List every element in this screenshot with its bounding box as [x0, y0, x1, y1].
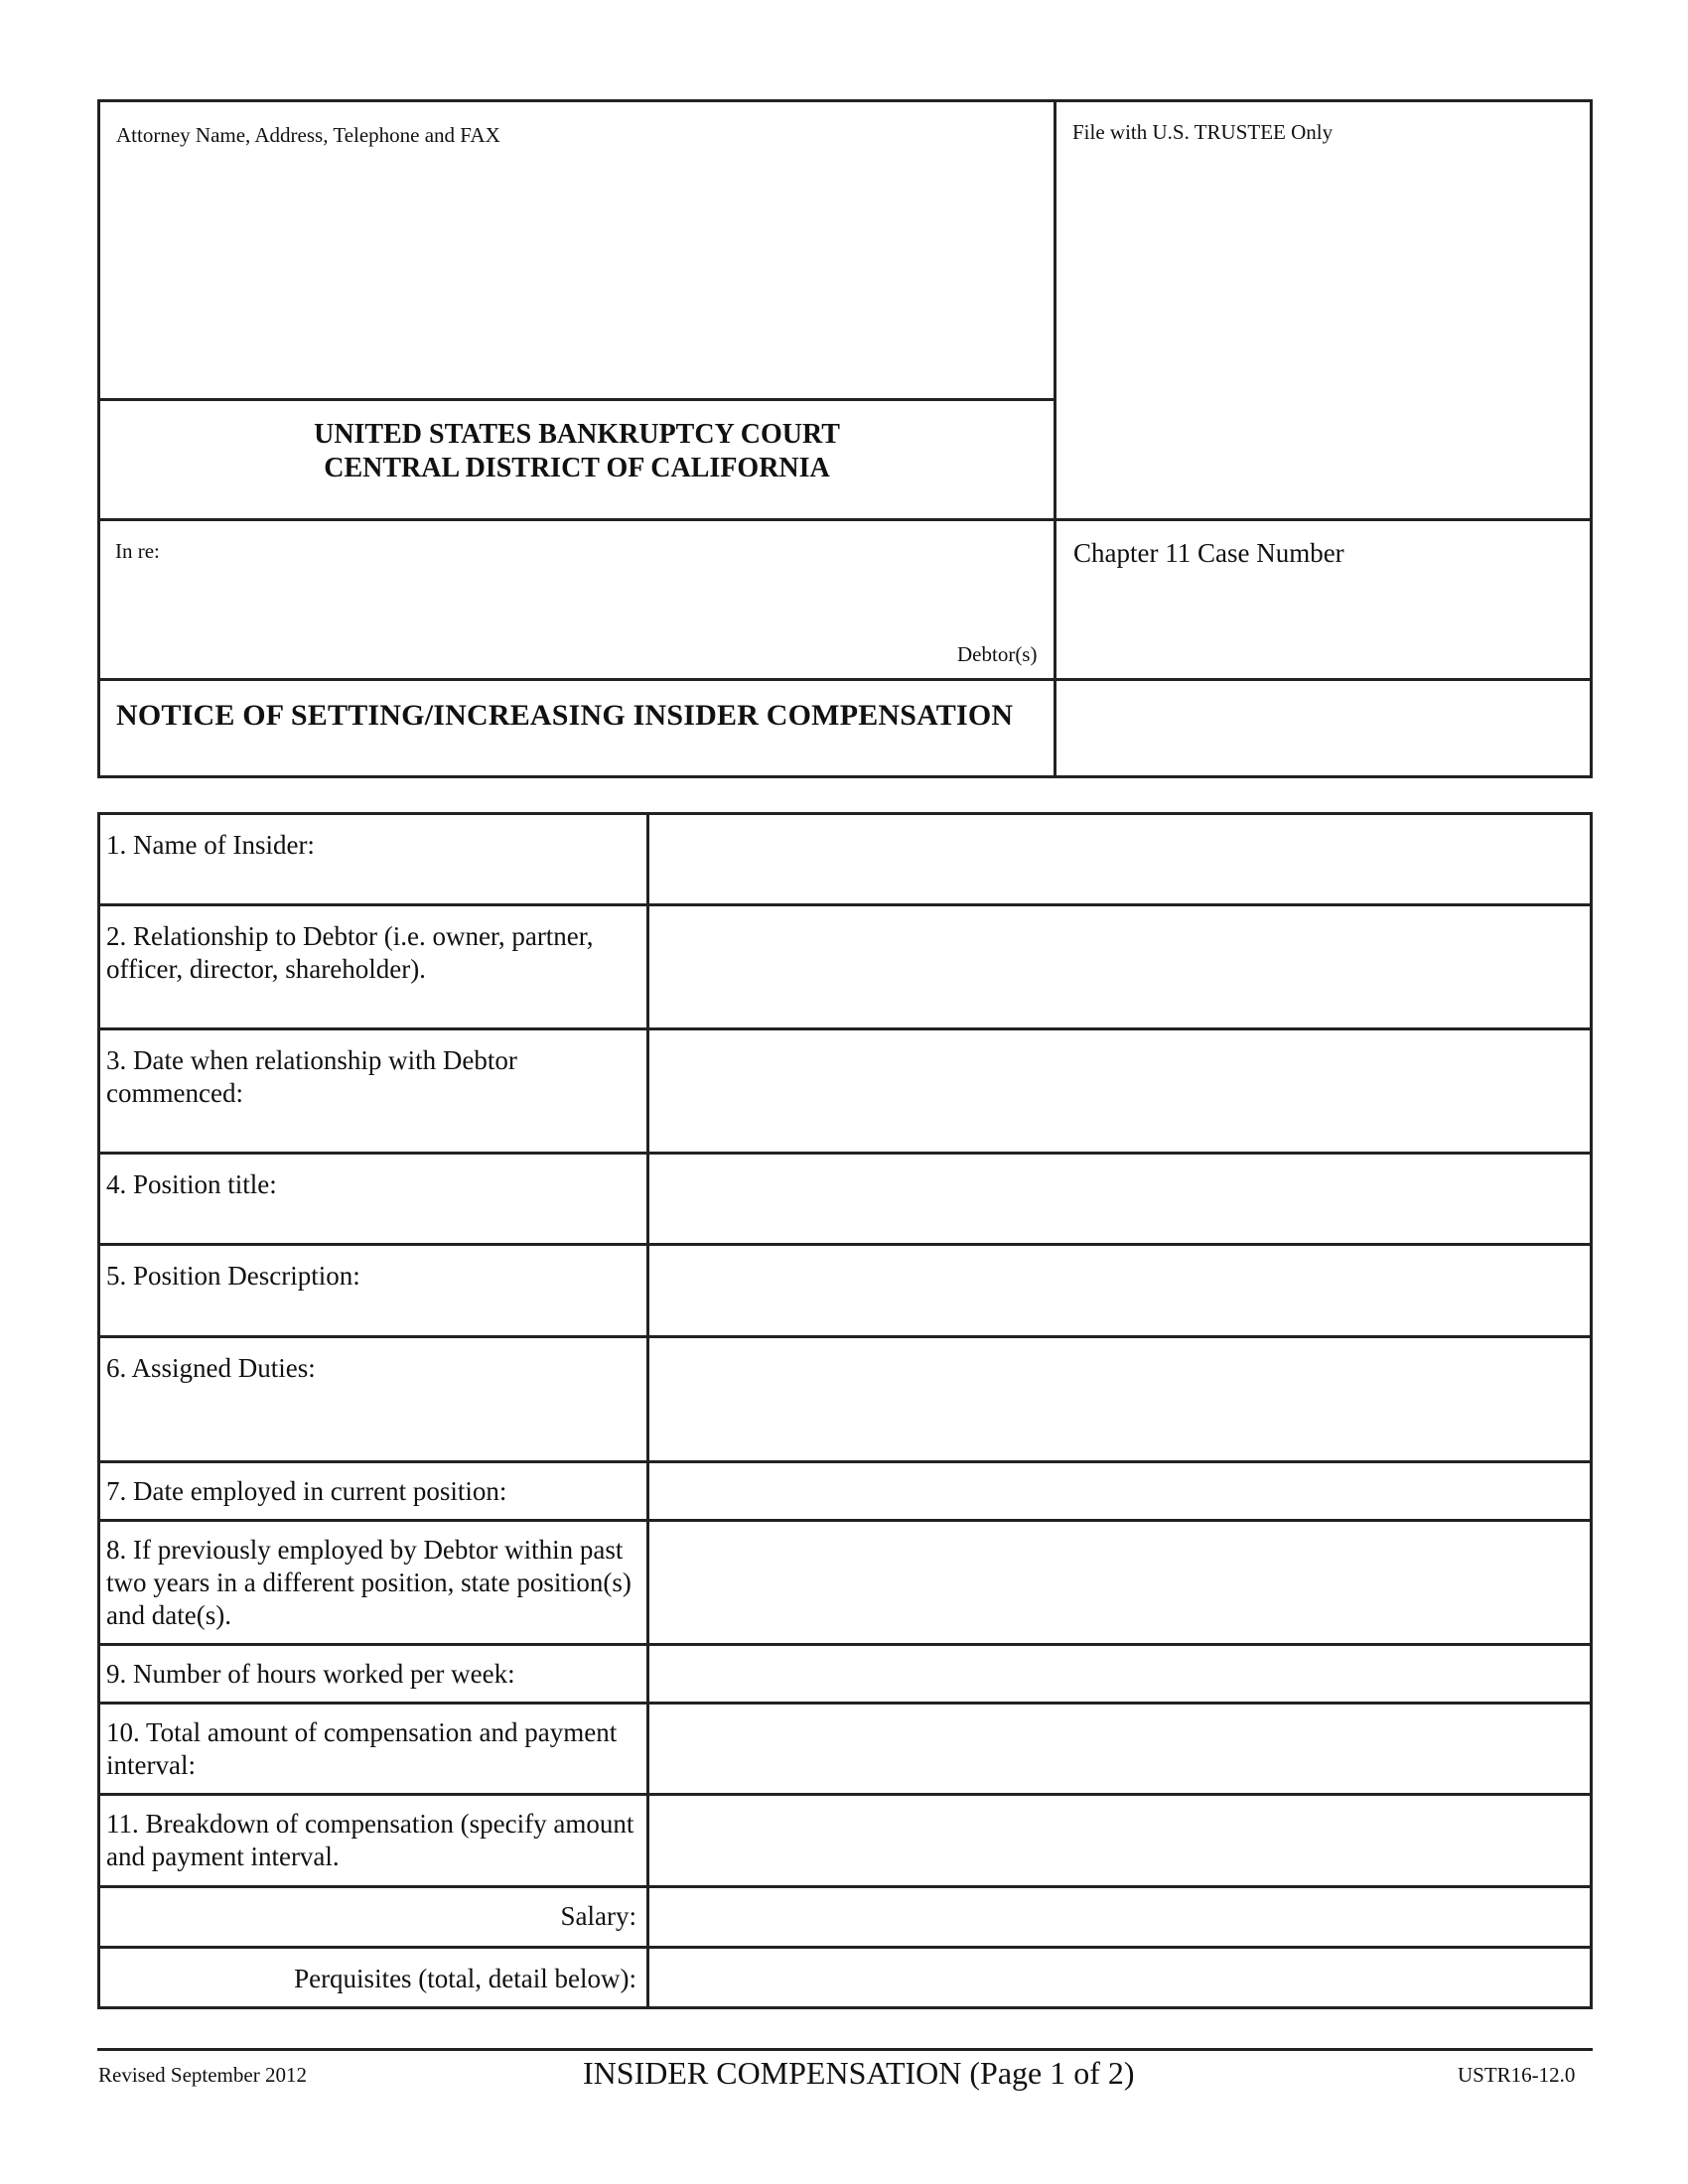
relationship-date-field[interactable]	[650, 1030, 1590, 1152]
row-label-relationship: 2. Relationship to Debtor (i.e. owner, partner, officer, director, shareholder).	[106, 921, 594, 984]
assigned-duties-field[interactable]	[650, 1338, 1590, 1460]
row-label-hours-per-week: 9. Number of hours worked per week:	[106, 1659, 515, 1689]
footer-form-code: USTR16-12.0	[1458, 2063, 1576, 2087]
attorney-info-field[interactable]	[103, 159, 1047, 393]
row-label-name-of-insider: 1. Name of Insider:	[106, 830, 315, 860]
row-label-position-title: 4. Position title:	[106, 1169, 277, 1199]
hours-per-week-field[interactable]	[650, 1646, 1590, 1702]
position-title-field[interactable]	[650, 1155, 1590, 1243]
court-line-2: CENTRAL DISTRICT OF CALIFORNIA	[324, 453, 830, 483]
notice-right-field[interactable]	[1060, 685, 1587, 774]
row-label-date-employed: 7. Date employed in current position:	[106, 1476, 507, 1506]
footer-title: INSIDER COMPENSATION (Page 1 of 2)	[583, 2055, 1135, 2091]
trustee-label: File with U.S. TRUSTEE Only	[1072, 120, 1334, 144]
trustee-field[interactable]	[1060, 149, 1587, 514]
attorney-label: Attorney Name, Address, Telephone and FAX	[116, 123, 500, 147]
date-employed-field[interactable]	[650, 1463, 1590, 1519]
name-of-insider-field[interactable]	[650, 815, 1590, 903]
debtor-name-field[interactable]	[103, 571, 947, 640]
caption-divider	[1054, 99, 1056, 778]
attorney-divider	[97, 398, 1055, 401]
perquisites-field[interactable]	[650, 1949, 1590, 2006]
footer-rule	[97, 2048, 1593, 2051]
court-divider	[97, 518, 1593, 521]
case-number-label: Chapter 11 Case Number	[1073, 538, 1344, 568]
previous-employment-field[interactable]	[650, 1522, 1590, 1643]
case-number-field[interactable]	[1060, 581, 1587, 672]
row-label-relationship-date: 3. Date when relationship with Debtor commenced:	[106, 1045, 517, 1108]
row-label-total-compensation: 10. Total amount of compensation and payment interval:	[106, 1717, 618, 1780]
footer-revised: Revised September 2012	[98, 2063, 307, 2087]
notice-title: NOTICE OF SETTING/INCREASING INSIDER COMPENSATION	[116, 699, 1014, 732]
notice-divider	[97, 678, 1593, 681]
court-name	[100, 418, 1054, 485]
court-line-1: UNITED STATES BANKRUPTCY COURT	[314, 419, 840, 450]
compensation-breakdown-field[interactable]	[650, 1796, 1590, 1885]
salary-field[interactable]	[650, 1888, 1590, 1946]
row-label-assigned-duties: 6. Assigned Duties:	[106, 1353, 316, 1383]
in-re-label: In re:	[115, 539, 160, 563]
row-label-position-description: 5. Position Description:	[106, 1261, 360, 1291]
debtor-label: Debtor(s)	[957, 642, 1038, 666]
row-label-compensation-breakdown: 11. Breakdown of compensation (specify amount and payment interval.	[106, 1809, 634, 1871]
relationship-field[interactable]	[650, 906, 1590, 1027]
row-label-perquisites: Perquisites (total, detail below):	[294, 1964, 636, 1993]
row-label-previous-employment: 8. If previously employed by Debtor within past two years in a different position, state position(s) and date(s).	[106, 1535, 632, 1630]
position-description-field[interactable]	[650, 1246, 1590, 1335]
total-compensation-field[interactable]	[650, 1705, 1590, 1793]
row-label-salary: Salary:	[560, 1901, 636, 1931]
table-column-divider	[646, 812, 649, 2009]
